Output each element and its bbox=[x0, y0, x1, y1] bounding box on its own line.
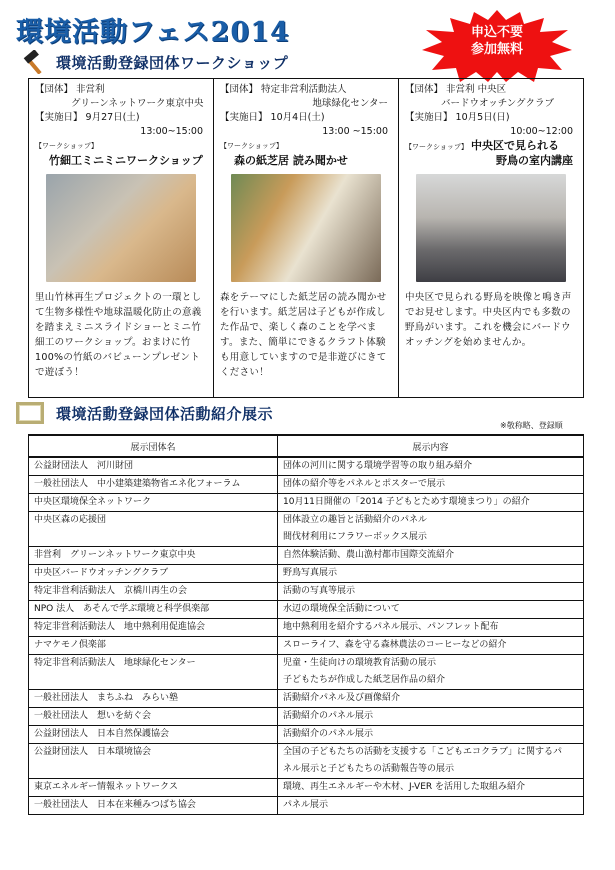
workshop-label: 【ワークショップ】 bbox=[220, 142, 283, 150]
exhibit-heading-text: 環境活動登録団体活動紹介展示 bbox=[56, 404, 274, 423]
exhibit-content bbox=[278, 655, 584, 690]
exhibit-content-line: パネル展示 bbox=[283, 800, 329, 810]
exhibit-org-name: 特定非営利活動法人 地球緑化センター bbox=[29, 655, 278, 690]
table-row bbox=[29, 547, 584, 565]
hammer-icon bbox=[22, 50, 48, 74]
table-row bbox=[29, 797, 584, 815]
exhibit-table bbox=[28, 434, 584, 815]
workshop-label: 【ワークショップ】 bbox=[35, 142, 98, 150]
exhibit-org-name: 一般社団法人 まちふね みらい塾 bbox=[29, 690, 278, 708]
table-row bbox=[29, 494, 584, 512]
table-row bbox=[29, 476, 584, 494]
exhibit-org-name: 公益財団法人 日本自然保護協会 bbox=[29, 726, 278, 744]
table-row bbox=[29, 512, 584, 547]
exhibit-content bbox=[278, 797, 584, 815]
bamboo-craft-photo bbox=[46, 174, 196, 282]
exhibit-content bbox=[278, 601, 584, 619]
exhibit-content-line: スローライフ、森を守る森林農法のコーヒーなどの紹介 bbox=[283, 640, 507, 650]
exhibit-content-line: 10月11日開催の「2014 子どもとためす環境まつり」の紹介 bbox=[283, 497, 530, 507]
exhibit-content-line: ネル展示と子どもたちの活動報告等の展示 bbox=[283, 764, 455, 774]
exhibit-content bbox=[278, 457, 584, 476]
exhibit-content bbox=[278, 708, 584, 726]
exhibit-content-line: 間伐材利用にフラワーボックス展示 bbox=[283, 532, 427, 542]
event-date: 10月5日(日) bbox=[455, 112, 510, 123]
exhibit-content bbox=[278, 726, 584, 744]
workshop-description: 森をテーマにした紙芝居の読み聞かせを行います。紙芝居は子どもが作成した作品で、楽しく森のことを学べます。また、簡単にできるクラフト体験も用意していますので是非遊びにきてください！ bbox=[220, 292, 387, 378]
exhibit-org-name: ナマケモノ倶楽部 bbox=[29, 637, 278, 655]
org-label: 【団体】 bbox=[405, 84, 444, 95]
table-row bbox=[29, 583, 584, 601]
workshop-card-3 bbox=[399, 79, 583, 397]
event-time: 13:00~15:00 bbox=[140, 126, 203, 137]
exhibit-content bbox=[278, 565, 584, 583]
table-row bbox=[29, 637, 584, 655]
table-row bbox=[29, 601, 584, 619]
exhibit-org-name: 非営利 グリーンネットワーク東京中央 bbox=[29, 547, 278, 565]
exhibit-org-name: 中央区環境保全ネットワーク bbox=[29, 494, 278, 512]
exhibit-content-line: 団体の紹介等をパネルとポスターで展示 bbox=[283, 479, 446, 489]
exhibit-org-name: 公益財団法人 日本環境協会 bbox=[29, 744, 278, 779]
table-row bbox=[29, 690, 584, 708]
exhibit-content bbox=[278, 637, 584, 655]
exhibit-org-name: 特定非営利活動法人 京橋川再生の会 bbox=[29, 583, 278, 601]
exhibit-content bbox=[278, 583, 584, 601]
badge-line-2: 参加無料 bbox=[470, 42, 523, 57]
birdwatching-photo bbox=[416, 174, 566, 282]
column-header-content: 展示内容 bbox=[278, 435, 584, 457]
table-row bbox=[29, 726, 584, 744]
page-title: 環境活動フェス2014 bbox=[16, 17, 290, 48]
event-time: 13:00 ~15:00 bbox=[322, 126, 388, 137]
org-name: バードウオッチングクラブ bbox=[441, 98, 555, 109]
exhibit-content-line: 活動紹介パネル及び画像紹介 bbox=[283, 693, 401, 703]
exhibit-content-line: 団体設立の趣旨と活動紹介のパネル bbox=[283, 515, 428, 525]
workshop-title: 竹細工ミニミニワークショップ bbox=[49, 154, 203, 167]
exhibit-content bbox=[278, 512, 584, 547]
exhibit-table-body bbox=[29, 457, 584, 815]
exhibit-org-name: 東京エネルギー情報ネットワークス bbox=[29, 779, 278, 797]
exhibit-org-name: 公益財団法人 河川財団 bbox=[29, 457, 278, 476]
workshop-title-line-1: 中央区で見られる bbox=[470, 139, 559, 152]
org-name: グリーンネットワーク東京中央 bbox=[71, 98, 204, 109]
exhibit-content bbox=[278, 744, 584, 779]
workshop-card-2 bbox=[214, 79, 399, 397]
event-time: 10:00~12:00 bbox=[510, 126, 573, 137]
exhibit-content bbox=[278, 690, 584, 708]
org-label: 【団体】 bbox=[35, 84, 74, 95]
exhibit-content-line: 水辺の環境保全活動について bbox=[283, 604, 400, 614]
exhibit-content-line: 活動の写真等展示 bbox=[283, 586, 356, 596]
exhibit-org-name: 特定非営利活動法人 地中熱利用促進協会 bbox=[29, 619, 278, 637]
exhibit-content-line: 全国の子どもたちの活動を支援する「こどもエコクラブ」に関するパ bbox=[283, 747, 563, 757]
workshop-section-heading bbox=[22, 50, 288, 74]
workshop-grid bbox=[28, 78, 584, 398]
org-label: 【団体】 bbox=[220, 84, 259, 95]
table-row bbox=[29, 744, 584, 779]
table-row bbox=[29, 565, 584, 583]
badge-line-1: 申込不要 bbox=[470, 25, 523, 40]
event-date: 9月27日(土) bbox=[85, 112, 140, 123]
org-type: 特定非営利活動法人 bbox=[261, 84, 347, 95]
table-row bbox=[29, 708, 584, 726]
exhibit-org-name: 一般社団法人 日本在来種みつばち協会 bbox=[29, 797, 278, 815]
date-label: 【実施日】 bbox=[405, 112, 453, 123]
workshop-heading-text: 環境活動登録団体ワークショップ bbox=[56, 53, 289, 72]
exhibit-content-line: 活動紹介のパネル展示 bbox=[283, 729, 374, 739]
table-row bbox=[29, 619, 584, 637]
date-label: 【実施日】 bbox=[220, 112, 268, 123]
exhibit-content-line: 自然体験活動、農山漁村都市国際交流紹介 bbox=[283, 550, 455, 560]
exhibit-org-name: 一般社団法人 想いを紡ぐ会 bbox=[29, 708, 278, 726]
exhibit-content-line: 児童・生徒向けの環境教育活動の展示 bbox=[283, 658, 437, 668]
exhibit-org-name: 中央区バードウオッチングクラブ bbox=[29, 565, 278, 583]
exhibit-note: ※敬称略、登録順 bbox=[500, 421, 563, 430]
exhibit-content bbox=[278, 476, 584, 494]
workshop-title: 森の紙芝居 読み聞かせ bbox=[234, 154, 348, 167]
exhibit-content-line: 環境、再生エネルギーや木材、J-VER を活用した取組み紹介 bbox=[283, 782, 526, 792]
workshop-card-1 bbox=[29, 79, 214, 397]
storytelling-photo bbox=[231, 174, 381, 282]
column-header-org: 展示団体名 bbox=[29, 435, 278, 457]
workshop-label: 【ワークショップ】 bbox=[405, 143, 468, 151]
workshop-title-line-2: 野鳥の室内講座 bbox=[496, 154, 573, 167]
table-header-row bbox=[29, 435, 584, 457]
org-name: 地球緑化センター bbox=[312, 98, 388, 109]
org-type: 非営利 中央区 bbox=[446, 84, 507, 95]
exhibit-content-line: 活動紹介のパネル展示 bbox=[283, 711, 374, 721]
exhibit-section-heading bbox=[16, 402, 273, 424]
exhibit-content bbox=[278, 619, 584, 637]
exhibit-org-name: 中央区森の応援団 bbox=[29, 512, 278, 547]
exhibit-content bbox=[278, 494, 584, 512]
workshop-description: 中央区で見られる野鳥を映像と鳴き声でお見せします。中央区内でも多数の野鳥がいます。これを機会にバードウオッチングを始めませんか。 bbox=[405, 292, 572, 348]
exhibit-content bbox=[278, 547, 584, 565]
event-date: 10月4日(土) bbox=[270, 112, 325, 123]
free-entry-badge bbox=[422, 10, 572, 82]
table-row bbox=[29, 655, 584, 690]
exhibit-org-name: NPO 法人 あそんで学ぶ環境と科学倶楽部 bbox=[29, 601, 278, 619]
table-row bbox=[29, 457, 584, 476]
exhibit-content-line: 団体の河川に関する環境学習等の取り組み紹介 bbox=[283, 461, 473, 471]
exhibit-org-name: 一般社団法人 中小建築建築物省エネ化フォーラム bbox=[29, 476, 278, 494]
exhibit-content-line: 子どもたちが作成した紙芝居作品の紹介 bbox=[283, 675, 446, 685]
exhibit-content-line: 地中熱利用を紹介するパネル展示、パンフレット配布 bbox=[283, 622, 499, 632]
date-label: 【実施日】 bbox=[35, 112, 83, 123]
table-row bbox=[29, 779, 584, 797]
org-type: 非営利 bbox=[76, 84, 105, 95]
exhibit-content-line: 野鳥写真展示 bbox=[283, 568, 338, 578]
exhibit-content bbox=[278, 779, 584, 797]
square-frame-icon bbox=[16, 402, 44, 424]
workshop-description: 里山竹林再生プロジェクトの一環として生物多様性や地球温暖化防止の意義を踏まえミニスライドショーとミニ竹細工のワークショップ。おまけに竹100%の竹紙のバビューンプレゼントで遊ぼう！ bbox=[35, 292, 202, 378]
